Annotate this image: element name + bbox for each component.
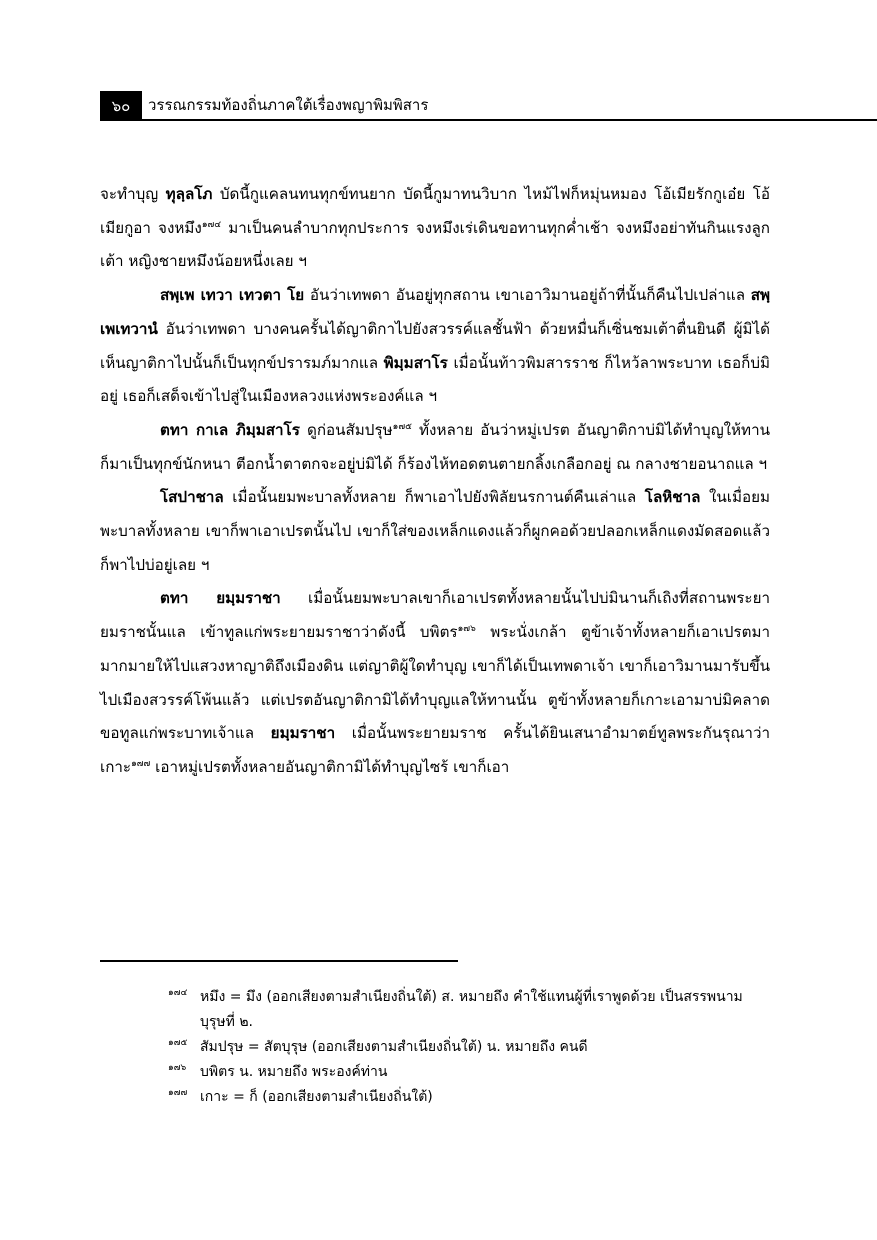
footnote-item [168, 1060, 768, 1085]
footnote-item [168, 985, 768, 1035]
text-span: จะทำบุญ [100, 185, 166, 203]
header-rule [142, 119, 877, 121]
footnote-ref-177: ๑๗๗ [131, 758, 151, 769]
footnote-text: สัมปรุษ = สัตบุรุษ (ออกเสียงตามสำเนียงถิ่นใต้) น. หมายถึง คนดี [200, 1039, 588, 1055]
footnote-ref-176: ๑๗๖ [457, 624, 476, 635]
text-span: เมื่อนั้นยมพะบาลเขาก็เอาเปรตทั้งหลายนั้นไปบ่มินานก็เถิงที่สถานพระยายมราชนั้นแล เข้าทูลแก่พระยายมราชาว่าดังนี้ บพิตร [100, 589, 770, 642]
text-span: เมื่อนั้นยมพะบาลทั้งหลาย ก็พาเอาไปยังพิลัยนรกานต์คืนเล่าแล [223, 488, 645, 507]
text-span: ดูก่อนสัมปรุษ [299, 420, 393, 439]
text-span: เมื่อนั้นท้าวพิมสารราช ก็ไหว้ลาพระบาท เธอก็บ่มิอยู่ เธอก็เสด็จเข้าไปสู่ในเมืองหลวงแห่งพระองค์แล ฯ [100, 353, 770, 406]
footnote-mark: ๑๗๔ [168, 988, 188, 998]
paragraph-3 [100, 414, 770, 481]
text-span: อันว่าเทพดา บางคนครั้นได้ญาติกาไปยังสวรรค์แลชั้นฟ้า ด้วยหมื่นก็เซิ่นชมเต้าตื่นยินดี ผู้มิได้เห็นญาติกาไปนั้นก็เป็นทุกข์ปรารมภ์มากแล [100, 319, 770, 372]
bold-term: สพฺเพ เทวา เทวตา โย [160, 286, 305, 305]
bold-term: ตทา ยมฺมราชา [160, 589, 281, 608]
footnote-ref-174: ๑๗๔ [201, 219, 222, 230]
page-number: ๖๐ [100, 91, 142, 121]
text-span: บัดนี้กูแคลนทนทุกข์ทนยาก บัดนี้กูมาทนวิบาก ไหม้ไฟก็หมุ่นหมอง โอ้เมียรักกูเอ๋ย โอ้เมียกูอา จงหมึง [100, 185, 770, 237]
footnote-rule [100, 960, 458, 962]
footnote-text: บพิตร น. หมายถึง พระองค์ท่าน [200, 1064, 388, 1080]
footnote-ref-175: ๑๗๕ [392, 421, 412, 432]
bold-term: สพฺเพเทวานํ [100, 286, 770, 338]
text-span: ทั้งหลาย อันว่าหมู่เปรต อันญาติกาบ่มิได้ทำบุญให้ทาน ก็มาเป็นทุกข์นักหนา ตีอกน้ำตาตกจะอยู่บ่มิได้ ก็ร้องไห้ทอดตนตายกลิ้งเกลือกอยู่ ณ กลางชายอนาถแล ฯ [100, 420, 770, 473]
footnote-item [168, 1085, 768, 1110]
paragraph-4 [100, 481, 770, 582]
footnote-text: เกาะ = ก็ (ออกเสียงตามสำเนียงถิ่นใต้) [200, 1089, 433, 1105]
bold-term: ยมฺมราชา [270, 724, 336, 743]
text-span: มาเป็นคนลำบากทุกประการ จงหมึงเร่เดินขอทานทุกค่ำเช้า จงหมึงอย่าทันกินแรงลูกเต้า หญิงชายหมึงน้อยหนึ่งเลย ฯ [100, 218, 770, 271]
running-title: วรรณกรรมท้องถิ่นภาคใต้เรื่องพญาพิมพิสาร [148, 96, 429, 114]
bold-term: พิมฺมสาโร [383, 353, 448, 372]
bold-term: ตทา กาเล ภิมฺมสาโร [160, 420, 300, 439]
text-span: ในเมื่อยมพะบาลทั้งหลาย เขาก็พาเอาเปรตนั้นไป เขาก็ใส่ของเหล็กแดงแล้วก็ผูกคอด้วยปลอกเหล็กแดงมัดสอดแล้วก็พาไปบ่อยู่เลย ฯ [100, 488, 770, 574]
bold-term: ทุลฺลโภ [165, 185, 213, 203]
footnote-text: หมึง = มึง (ออกเสียงตามสำเนียงถิ่นใต้) ส. หมายถึง คำใช้แทนผู้ที่เราพูดด้วย เป็นสรรพนามบุรุษที่ ๒. [200, 989, 743, 1030]
footnotes [168, 985, 768, 1110]
text-span: เอาหมู่เปรตทั้งหลายอันญาติกามิได้ทำบุญไซร้ เขาก็เอา [150, 757, 510, 776]
text-span: พระนั่งเกล้า ตูข้าเจ้าทั้งหลายก็เอาเปรตมามากมายให้ไปแสวงหาญาติถึงเมืองดิน แต่ญาติผู้ใดทำบุญ เขาก็ได้เป็นเทพดาเจ้า เขาก็เอาวิมานมารับขึ้นไปเมืองสวรรค์โพ้นแล้ว แต่เปรตอันญาติกามิได้ทำบุญแลให้ทานนั้น ตูข้าทั้งหลายก็เกาะเอามาบ่มิคลาดขอทูลแก่พระบาทเจ้าแล [100, 623, 770, 743]
bold-term: โสปาชาล [160, 488, 224, 507]
footnote-mark: ๑๗๕ [168, 1038, 188, 1048]
body-text [100, 178, 770, 785]
paragraph-2 [100, 279, 770, 414]
text-span: เมื่อนั้นพระยายมราช ครั้นได้ยินเสนาอำมาตย์ทูลพระกันรุณาว่า เกาะ [100, 724, 770, 776]
footnote-mark: ๑๗๖ [168, 1063, 187, 1073]
page-header [100, 91, 877, 121]
paragraph-1 [100, 178, 770, 279]
text-span: อันว่าเทพดา อันอยู่ทุกสถาน เขาเอาวิมานอยู่ถ้าที่นั้นก็คืนไปเปล่าแล [304, 286, 751, 305]
bold-term: โลหิชาล [644, 488, 701, 507]
footnote-item [168, 1035, 768, 1060]
footnote-mark: ๑๗๗ [168, 1088, 188, 1098]
paragraph-5 [100, 582, 770, 784]
